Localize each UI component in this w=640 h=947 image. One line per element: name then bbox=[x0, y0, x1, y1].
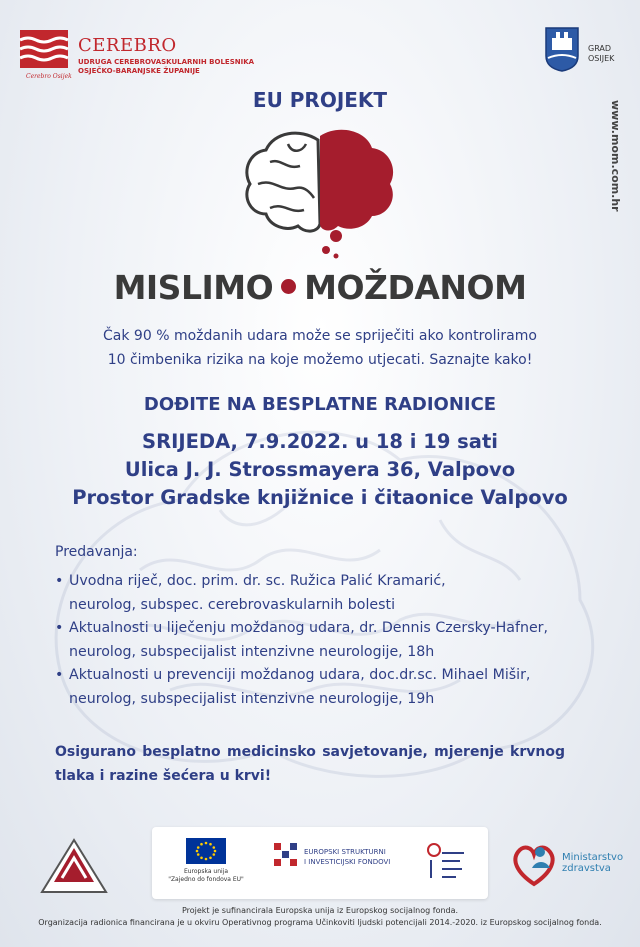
ministry-heart-icon bbox=[510, 838, 558, 890]
osijek-crest-icon bbox=[544, 26, 580, 72]
cerebro-logo-icon bbox=[18, 28, 70, 74]
eu-project-heading: EU PROJEKT bbox=[252, 88, 388, 112]
lecture-item bbox=[55, 617, 615, 664]
lecture-item bbox=[55, 664, 615, 711]
ministry-label bbox=[562, 852, 623, 874]
intro-text bbox=[0, 324, 640, 372]
eu-flag-icon bbox=[186, 838, 226, 864]
ministry-line1: Ministarstvo bbox=[562, 852, 624, 863]
lecture-speaker-role: neurolog, subspec. cerebrovaskularnih bolesti bbox=[69, 596, 396, 613]
esif-logo-icon bbox=[274, 843, 298, 867]
lecture-item bbox=[55, 570, 615, 617]
lectures-label: Predavanja: bbox=[55, 544, 138, 560]
footer-note-line1: Projekt je sufinancirala Europska unija iz Europskog socijalnog fonda. bbox=[181, 906, 459, 915]
side-url bbox=[608, 100, 624, 240]
lecture-title: • Uvodna riječ, doc. prim. dr. sc. Ružica Palić Kramarić, bbox=[69, 573, 446, 589]
hzz-logo-icon bbox=[40, 838, 108, 894]
esif-text-line1: EUROPSKI STRUKTURNI bbox=[304, 848, 386, 856]
eu-caption-line1: Europska unija bbox=[183, 868, 229, 875]
lecture-title: • Aktualnosti u prevenciji moždanog udara, doc.dr.sc. Mihael Mišir, bbox=[69, 667, 531, 683]
event-date: SRIJEDA, 7.9.2022. u 18 i 19 sati bbox=[142, 430, 498, 453]
city-label bbox=[588, 44, 614, 64]
ministry-line2: zdravstva bbox=[562, 863, 611, 874]
intro-line1: Čak 90 % moždanih udara može se spriječiti ako kontroliramo bbox=[103, 328, 537, 344]
lecture-speaker-role: neurolog, subspecijalist intenzivne neurologije, 18h bbox=[69, 643, 435, 660]
esf-uljp-logo-icon bbox=[420, 836, 472, 888]
org-city: Cerebro Osijek bbox=[26, 73, 72, 80]
lectures-list bbox=[55, 570, 615, 711]
org-name: CEREBRO bbox=[78, 35, 177, 56]
lecture-speaker-role: neurolog, subspecijalist intenzivne neurologije, 19h bbox=[69, 690, 435, 707]
brand-dot-icon bbox=[281, 279, 296, 294]
city-label-line2: OSIJEK bbox=[588, 54, 615, 63]
brand-left: MISLIMO bbox=[113, 268, 274, 307]
event-address: Ulica J. J. Strossmayera 36, Valpovo bbox=[124, 458, 516, 481]
project-brand bbox=[0, 268, 640, 307]
org-subtitle-line2: OSJEČKO-BARANJSKE ŽUPANIJE bbox=[78, 67, 200, 75]
lecture-title: • Aktualnosti u liječenju moždanog udara, dr. Dennis Czersky-Hafner, bbox=[69, 620, 549, 636]
event-venue: Prostor Gradske knjižnice i čitaonice Valpovo bbox=[72, 486, 568, 509]
workshop-cta: DOĐITE NA BESPLATNE RADIONICE bbox=[143, 394, 497, 415]
city-label-line1: GRAD bbox=[588, 44, 612, 53]
brain-thought-icon bbox=[240, 122, 400, 260]
footer-note-line2: Organizacija radionica financirana je u okviru Operativnog programa Učinkoviti ljudski potencijali 2014.-2020. iz Europskog socijalnog fonda. bbox=[38, 918, 602, 927]
eu-caption-line2: "Zajedno do fondova EU" bbox=[168, 876, 244, 883]
esif-text-line2: I INVESTICIJSKI FONDOVI bbox=[304, 858, 391, 866]
free-services-notice: Osigurano besplatno medicinsko savjetovanje, mjerenje krvnog tlaka i razine šećera u krvi! bbox=[55, 744, 565, 784]
intro-line2: 10 čimbenika rizika na koje možemo utjecati. Saznajte kako! bbox=[107, 352, 533, 368]
event-details bbox=[0, 428, 640, 512]
brand-right: MOŽDANOM bbox=[304, 268, 527, 307]
side-url-text: www.mom.com.hr bbox=[609, 100, 622, 212]
org-subtitle-line1: UDRUGA CEREBROVASKULARNIH BOLESNIKA bbox=[78, 58, 255, 66]
